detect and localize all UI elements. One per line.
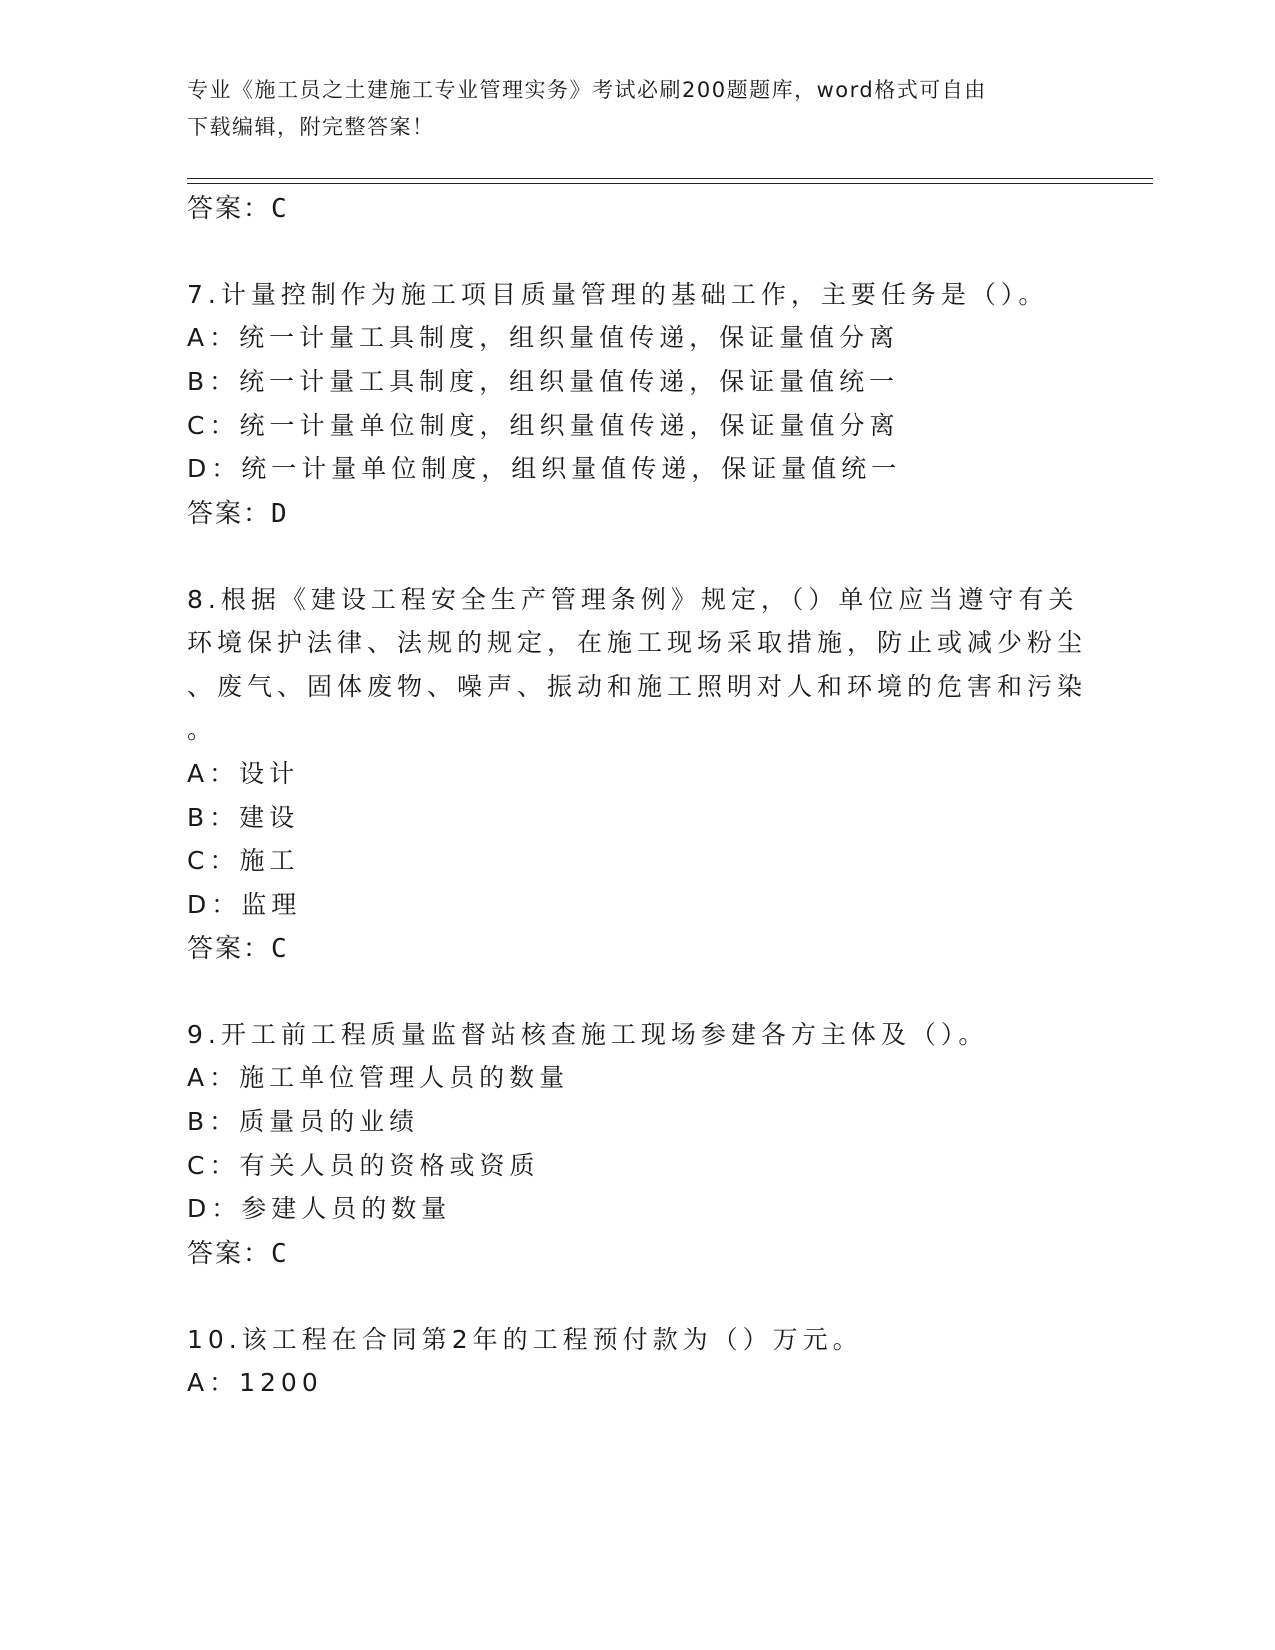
answer-value: D xyxy=(271,499,287,529)
answer-value: C xyxy=(271,194,287,224)
option-c: C：统一计量单位制度，组织量值传递，保证量值分离 xyxy=(187,411,900,440)
option-a: A：施工单位管理人员的数量 xyxy=(187,1063,570,1092)
document-header xyxy=(187,72,1067,146)
answer-line: 答案：C xyxy=(187,1239,287,1269)
answer-value: C xyxy=(271,934,287,964)
answer-line: 答案：D xyxy=(187,499,287,529)
question-stem: 8.根据《建设工程安全生产管理条例》规定，（）单位应当遵守有关 xyxy=(187,585,1079,614)
question-stem-cont: 环境保护法律、法规的规定，在施工现场采取措施，防止或减少粉尘 xyxy=(187,628,1088,657)
question-stem: 9.开工前工程质量监督站核查施工现场参建各方主体及（）。 xyxy=(187,1020,989,1049)
question-stem-cont: 、废气、固体废物、噪声、振动和施工照明对人和环境的危害和污染 xyxy=(187,672,1088,701)
question-stem: 10.该工程在合同第2年的工程预付款为（）万元。 xyxy=(187,1325,863,1354)
header-line-1: 专业《施工员之土建施工专业管理实务》考试必刷200题题库，word格式可自由 xyxy=(187,78,987,102)
header-line-2: 下载编辑，附完整答案！ xyxy=(187,115,435,139)
question-stem: 7.计量控制作为施工项目质量管理的基础工作，主要任务是（）。 xyxy=(187,280,1049,309)
option-d: D：统一计量单位制度，组织量值传递，保证量值统一 xyxy=(187,454,902,483)
header-divider-bottom xyxy=(187,183,1153,184)
option-b: B：建设 xyxy=(187,803,300,832)
option-a: A：统一计量工具制度，组织量值传递，保证量值分离 xyxy=(187,323,900,352)
option-c: C：施工 xyxy=(187,846,300,875)
header-divider-top xyxy=(187,178,1153,179)
option-d: D：监理 xyxy=(187,890,302,919)
option-b: B：统一计量工具制度，组织量值传递，保证量值统一 xyxy=(187,367,900,396)
option-c: C：有关人员的资格或资质 xyxy=(187,1151,540,1180)
option-d: D：参建人员的数量 xyxy=(187,1194,452,1223)
option-b: B：质量员的业绩 xyxy=(187,1107,420,1136)
option-a: A：1200 xyxy=(187,1368,323,1397)
answer-line: 答案：C xyxy=(187,934,287,964)
question-stem-cont: 。 xyxy=(187,715,218,744)
answer-value: C xyxy=(271,1239,287,1269)
option-a: A：设计 xyxy=(187,759,300,788)
answer-line: 答案：C xyxy=(187,194,287,224)
